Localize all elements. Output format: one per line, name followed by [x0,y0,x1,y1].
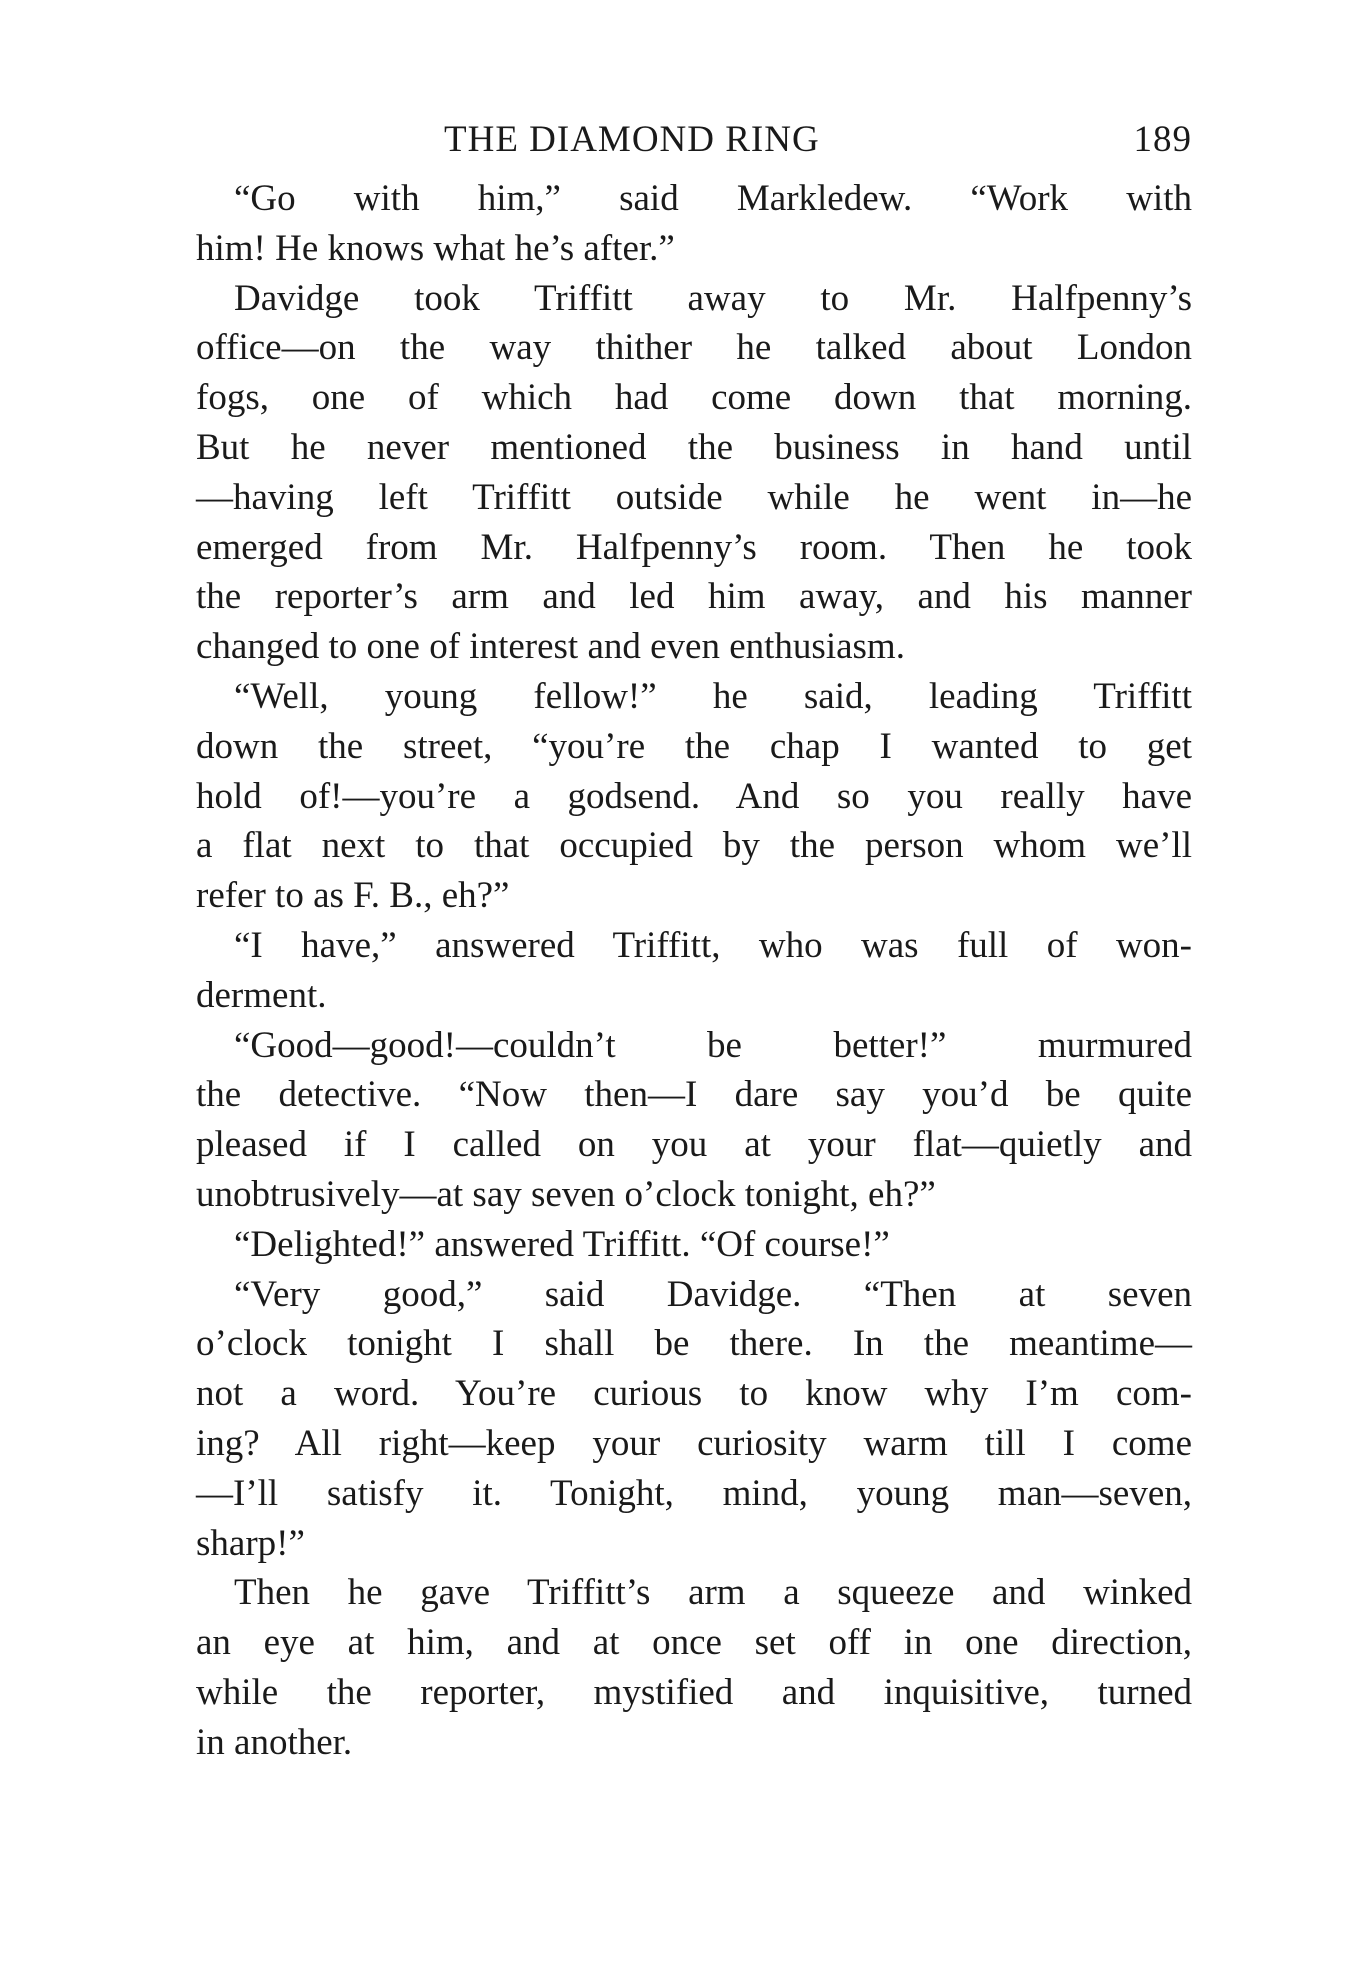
text-line: not a word. You’re curious to know why I’m com- [196,1373,1192,1415]
text-line: “Very good,” said Davidge. “Then at seven [234,1273,1192,1315]
text-line: emerged from Mr. Halfpenny’s room. Then he took [196,526,1192,568]
text-line: But he never mentioned the business in hand until [196,426,1192,468]
text-line: office—on the way thither he talked about London [196,327,1192,369]
text-line: —having left Triffitt outside while he went in—he [196,476,1192,518]
text-line: sharp!” [196,1522,305,1564]
text-line: hold of!—you’re a godsend. And so you really have [196,775,1192,817]
book-page [196,118,1192,1768]
text-line: “Go with him,” said Markledew. “Work with [234,178,1192,219]
text-line: —I’ll satisfy it. Tonight, mind, young man—seven, [196,1472,1192,1514]
text-line: while the reporter, mystified and inquisitive, turned [196,1671,1192,1713]
text-line: “I have,” answered Triffitt, who was full of won- [234,924,1192,966]
text-line: him! He knows what he’s after.” [196,227,675,269]
text-line: the detective. “Now then—I dare say you’d be quite [196,1074,1192,1116]
text-line: Then he gave Triffitt’s arm a squeeze and winked [234,1572,1192,1614]
text-line: down the street, “you’re the chap I wanted to get [196,725,1192,767]
text-line: changed to one of interest and even enthusiasm. [196,626,905,668]
text-line: refer to as F. B., eh?” [196,875,510,917]
text-line: Davidge took Triffitt away to Mr. Halfpenny’s [234,277,1192,319]
text-line: “Delighted!” answered Triffitt. “Of course!” [234,1223,890,1265]
running-head [196,118,1192,174]
text-line: a flat next to that occupied by the person whom we’ll [196,825,1192,867]
text-line: “Good—good!—couldn’t be better!” murmured [234,1024,1192,1066]
text-line: pleased if I called on you at your flat—quietly and [196,1124,1192,1166]
text-line: the reporter’s arm and led him away, and his manner [196,576,1192,618]
text-line: an eye at him, and at once set off in one direction, [196,1622,1192,1664]
text-line: o’clock tonight I shall be there. In the meantime— [196,1323,1192,1365]
text-line: fogs, one of which had come down that morning. [196,377,1192,419]
text-line: in another. [196,1721,353,1763]
page-number: 189 [1133,119,1192,160]
text-line: “Well, young fellow!” he said, leading Triffitt [234,675,1192,717]
text-line: derment. [196,974,327,1016]
running-title: THE DIAMOND RING [444,119,820,160]
text-line: unobtrusively—at say seven o’clock tonight, eh?” [196,1173,936,1215]
text-line: ing? All right—keep your curiosity warm till I come [196,1422,1192,1464]
body-text [196,174,1192,1768]
